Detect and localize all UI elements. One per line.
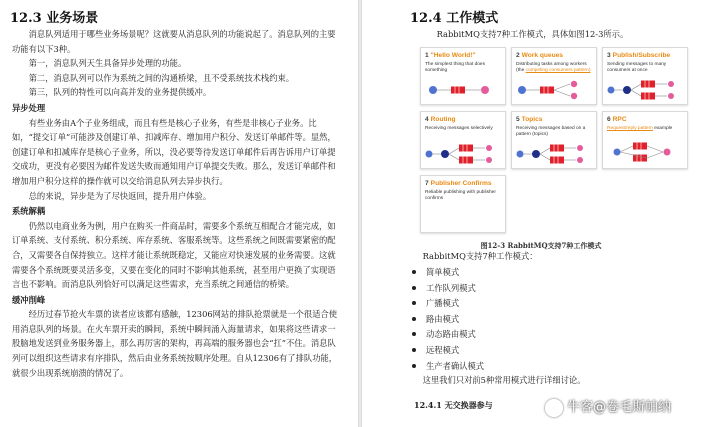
panel-description — [607, 126, 685, 132]
modes-list — [408, 265, 720, 374]
panel-desc-text: Distributing tasks among workers (the — [516, 62, 587, 73]
panel-title — [425, 180, 492, 187]
mode-name: 远程模式 — [426, 344, 460, 355]
right-page — [362, 0, 720, 427]
paragraph: 总的来说，异步是为了尽快返回，提升用户体验。 — [28, 190, 212, 201]
panel-desc-text: Receiving messages selectively — [425, 126, 493, 131]
panel-description — [425, 62, 503, 73]
panel-number: 4 — [425, 116, 429, 123]
panel-desc-text: Reliable publishing with publisher confirms — [425, 190, 496, 201]
list-outro: 这里我们只对前5种常用模式进行详细讨论。 — [422, 375, 586, 385]
rabbitmq-modes-figure — [420, 47, 687, 231]
panel-title-text: Publish/Subscribe — [612, 52, 671, 59]
mode-panel — [602, 111, 688, 169]
panel-number: 1 — [425, 52, 429, 59]
watermark-text: 牛客@卷毛斯帕纳 — [567, 400, 672, 415]
mode-name: 生产者确认模式 — [426, 360, 485, 371]
panel-number: 3 — [607, 52, 611, 59]
list-intro: RabbitMQ支持7种工作模式： — [422, 251, 538, 261]
paragraph: 仍然以电商业务为例，用户在购买一件商品时，需要多个系统互相配合才能完成，如订单系统、支付系统、积分系统、库存系统、客服系统等。这些系统之间既需要紧密的配合，又需要各自保持独立。这样才能让系统既稳定，又能应对快速发展的业务需要。这就需要各个系统既要灵活多变，又要在变化的同时不影响其他系统，甚至用户更换了实现语言也不影响。而消息队列恰好可以满足这些需求，充当系统之间通信的桥梁。 — [12, 220, 336, 290]
panel-title — [425, 52, 476, 59]
panel-number: 6 — [607, 116, 611, 123]
panel-link[interactable]: competing consumers pattern) — [525, 67, 591, 73]
subsection-heading: 12.4.1 无交换器参与 — [414, 400, 493, 410]
panel-title-text: Work queues — [521, 52, 563, 59]
bullet-icon — [412, 332, 416, 336]
subheading: 缓冲削峰 — [12, 294, 46, 305]
panel-description — [516, 62, 594, 73]
panel-title — [516, 116, 542, 123]
mode-list-item — [408, 265, 720, 281]
panel-title — [425, 116, 456, 123]
bullet-icon — [412, 348, 416, 352]
panel-title — [607, 52, 670, 59]
paragraph: 消息队列适用于哪些业务场景呢？这就要从消息队列的功能说起了。消息队列的主要功能有以下3种。 — [12, 29, 336, 54]
watermark-logo-icon — [545, 399, 563, 417]
bullet-icon — [412, 364, 416, 368]
panel-desc-text: example — [654, 126, 673, 131]
mode-list-item — [408, 359, 720, 375]
panel-description — [607, 62, 685, 73]
figure-caption: 图12-3 RabbitMQ支持7种工作模式 — [480, 241, 602, 250]
mode-panel — [420, 47, 506, 105]
panel-description — [425, 190, 503, 201]
panel-title — [516, 52, 563, 59]
subheading: 异步处理 — [12, 102, 46, 113]
mode-name: 路由模式 — [426, 313, 460, 324]
section-title-12-4: 12.4 工作模式 — [410, 11, 499, 26]
panel-title — [607, 116, 627, 123]
panel-number: 2 — [516, 52, 520, 59]
panel-description — [516, 126, 594, 137]
paragraph: 有些业务由A个子业务组成，而且有些是核心子业务，有些是非核心子业务。比如，“提交订单”可能涉及创建订单、扣减库存、增加用户积分、发送订单邮件等。显然，创建订单和扣减库存是核心子业务，所以，没必要等待发送订单邮件后再告诉用户订单提交成功，更没有必要因为邮件发送失败而通知用户订单提交失败。那么，发送订单邮件和增加用户积分这样的操作就可以交给消息队列去异步执行。 — [12, 117, 336, 186]
mode-list-item — [408, 327, 720, 343]
panel-desc-text: The simplest thing that does something — [425, 62, 485, 73]
mode-list-item — [408, 312, 720, 328]
watermark — [545, 396, 671, 417]
panel-number: 5 — [516, 116, 520, 123]
panel-number: 7 — [425, 180, 429, 187]
mode-panel — [420, 111, 506, 169]
mode-list-item — [408, 296, 720, 312]
left-page — [0, 0, 358, 427]
bullet-icon — [412, 301, 416, 305]
figure-intro: RabbitMQ支持7种工作模式，具体如图12-3所示。 — [436, 29, 629, 39]
paragraph: 第二，消息队列可以作为系统之间的沟通桥梁，且不受系统技术栈约束。 — [28, 72, 295, 83]
left-page-body — [12, 27, 340, 380]
mode-panel — [602, 47, 688, 105]
bullet-icon — [412, 270, 416, 274]
panel-desc-text: Receiving messages based on a pattern (topics) — [516, 126, 586, 137]
mode-panel — [420, 175, 506, 233]
mode-panel — [511, 47, 597, 105]
mode-name: 工作队列模式 — [426, 282, 476, 293]
mode-name: 动态路由模式 — [426, 329, 476, 340]
panel-title-text: Publisher Confirms — [430, 180, 492, 187]
mode-name: 简单模式 — [426, 267, 460, 277]
panel-title-text: Topics — [521, 116, 543, 123]
mode-list-item — [408, 343, 720, 359]
bullet-icon — [412, 286, 416, 290]
panel-title-text: RPC — [612, 116, 627, 123]
mode-panel — [511, 111, 597, 169]
subheading: 系统解耦 — [12, 206, 46, 217]
panel-link[interactable]: Request/reply pattern — [607, 126, 653, 131]
panel-description — [425, 126, 503, 132]
panel-title-text: "Hello World!" — [430, 52, 476, 59]
mode-name: 广播模式 — [426, 298, 460, 309]
mode-list-item — [408, 281, 720, 297]
bullet-icon — [412, 317, 416, 321]
paragraph: 经历过春节抢火车票的读者应该都有感触，12306网站的排队抢票就是一个很适合使用消息队列的场景。在火车票开卖的瞬间，系统中瞬间涌入海量请求，如果将这些请求一股脑地发送到业务服务器上，那么再厉害的架构，再高端的服务器也会“扛”不住。消息队列可以组织这些请求有序排队，然后由业务系统按顺序处理。自从12306有了排队功能，就很少出现系统崩溃的情况了。 — [12, 309, 338, 378]
panel-title-text: Routing — [430, 116, 456, 123]
section-title-12-3: 12.3 业务场景 — [10, 11, 99, 26]
paragraph: 第一，消息队列天生具备异步处理的功能。 — [28, 58, 187, 69]
paragraph: 第三，队列的特性可以向高并发的业务提供缓冲。 — [28, 87, 212, 98]
panel-desc-text: Sending messages to many consumers at once — [607, 62, 667, 73]
